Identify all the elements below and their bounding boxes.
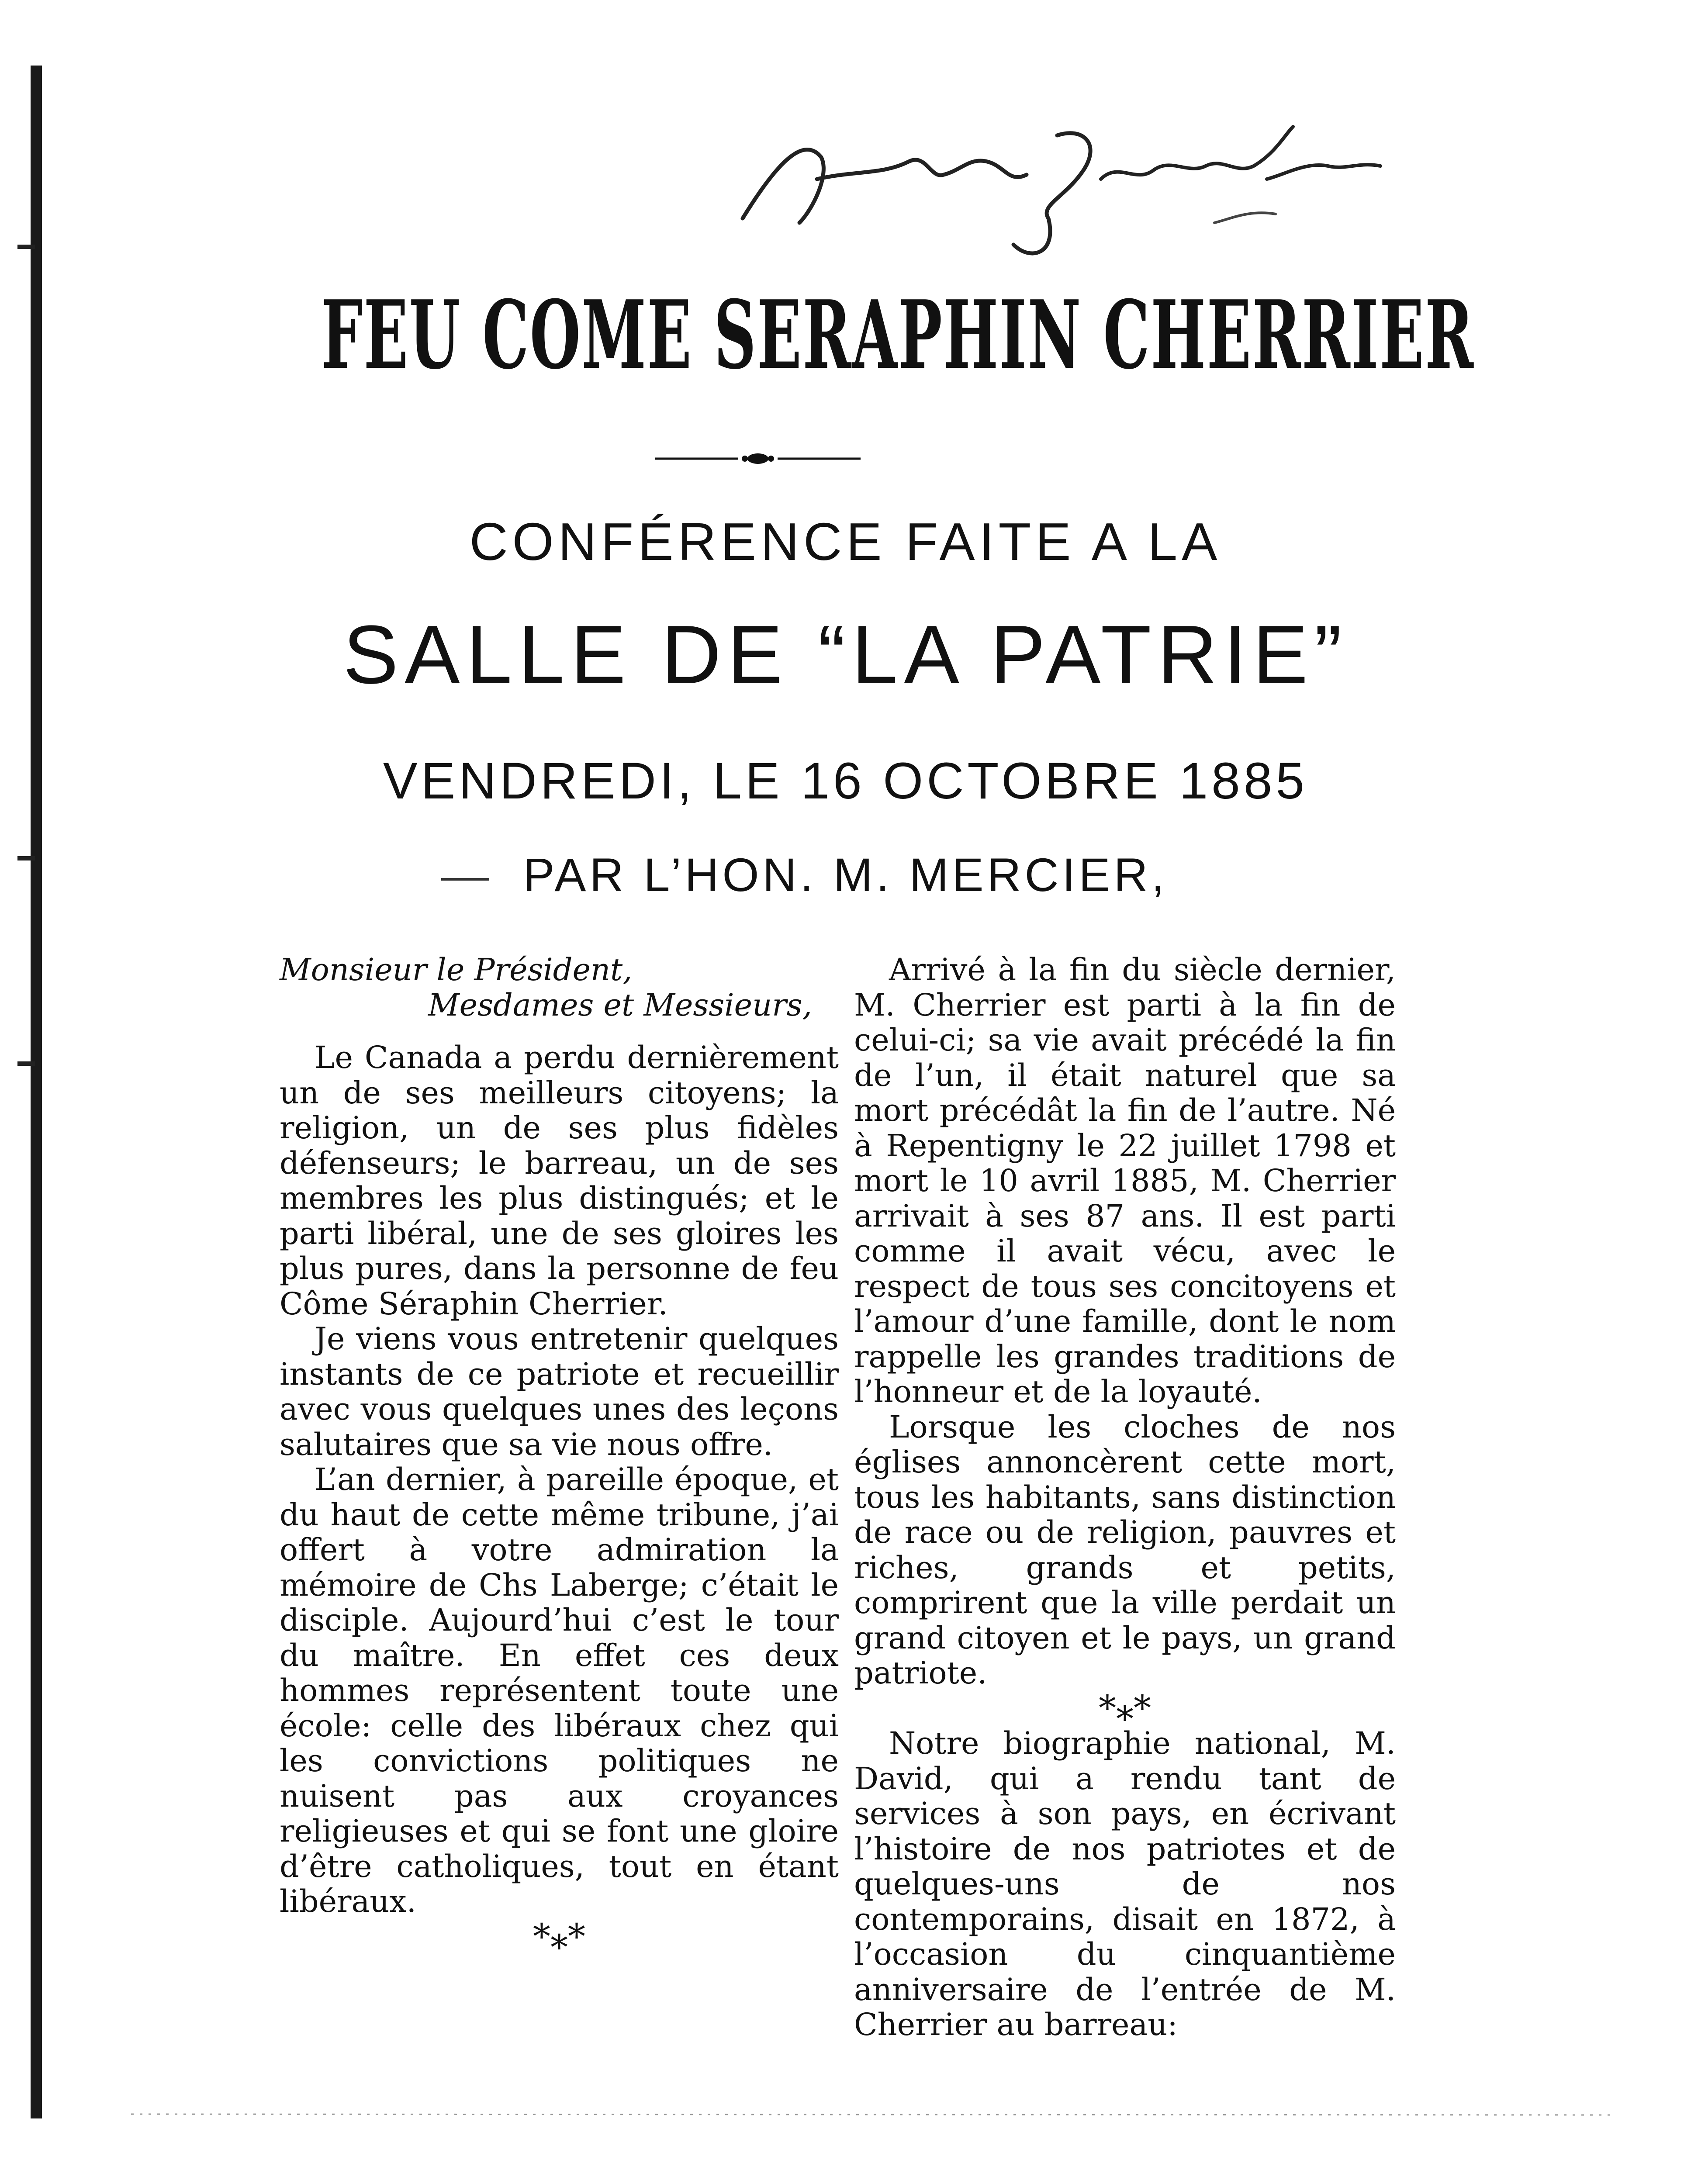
paragraph: Je viens vous entretenir quelques instants de ce patriote et recueillir avec vous quelques unes des leçons salutaires que sa vie nous offre. <box>280 1321 839 1462</box>
byline: PAR L’HON. M. MERCIER, <box>523 848 1168 901</box>
paragraph: L’an dernier, à pareille époque, et du haut de cette même tribune, j’ai offert à votre admiration la mémoire de Chs Laberge; c’était le disciple. Aujourd’hui c’est le tour du maître. En effet ces deux hommes représentent toute une école: celle des libéraux chez qui les convictions politiques ne nuisent pas aux croyances religieuses et qui se font une gloire d’être catholiques, tout en étant libéraux. <box>280 1462 839 1919</box>
paragraph: Arrivé à la fin du siècle dernier, M. Cherrier est parti à la fin de celui-ci; sa vie avait précédé la fin de l’un, il était naturel que sa mort précédât la fin de l’autre. Né à Repentigny le 22 juillet 1798 et mort le 10 avril 1885, M. Cherrier arrivait à ses 87 ans. Il est parti comme il avait vécu, avec le respect de tous ses concitoyens et l’amour d’une famille, dont le nom rappelle les grandes traditions de l’honneur et de la loyauté. <box>854 952 1396 1410</box>
salutation-president: Monsieur le Président, <box>280 952 633 988</box>
document-title: FEU COME SERAPHIN CHERRIER <box>321 280 1475 390</box>
binding-edge <box>31 66 42 2118</box>
date-line: VENDREDI, LE 16 OCTOBRE 1885 <box>383 752 1308 810</box>
right-column <box>854 952 1396 2042</box>
handwritten-signature <box>725 109 1424 266</box>
section-separator: *⁎* <box>533 1916 585 1957</box>
paragraph: Notre biographie national, M. David, qui a rendu tant de services à son pays, en écrivant l’histoire de nos patriotes et de quelques-uns de nos contemporains, disait en 1872, à l’occasion du cinquantième anniversaire de l’entrée de M. Cherrier au barreau: <box>854 1725 1396 2042</box>
left-column <box>280 952 839 1957</box>
paragraph: Lorsque les cloches de nos églises annoncèrent cette mort, tous les habitants, sans distinction de race ou de religion, pauvres et riches, grands et petits, comprirent que la ville perdait un grand citoyen et le pays, un grand patriote. <box>854 1409 1396 1691</box>
subtitle-line-1: CONFÉRENCE FAITE A LA <box>469 512 1222 571</box>
salutation-audience: Mesdames et Messieurs, <box>428 987 812 1023</box>
scan-noise <box>131 2105 1616 2123</box>
paragraph: Le Canada a perdu dernièrement un de ses meilleurs citoyens; la religion, un de ses plus fidèles défenseurs; le barreau, un de ses membres les plus distingués; et le parti libéral, une de ses gloires les plus pures, dans la personne de feu Côme Séraphin Cherrier. <box>280 1040 839 1322</box>
ornamental-rule <box>655 450 861 467</box>
section-separator: *⁎* <box>1099 1687 1151 1728</box>
subtitle-line-2: SALLE DE “LA PATRIE” <box>343 608 1348 701</box>
